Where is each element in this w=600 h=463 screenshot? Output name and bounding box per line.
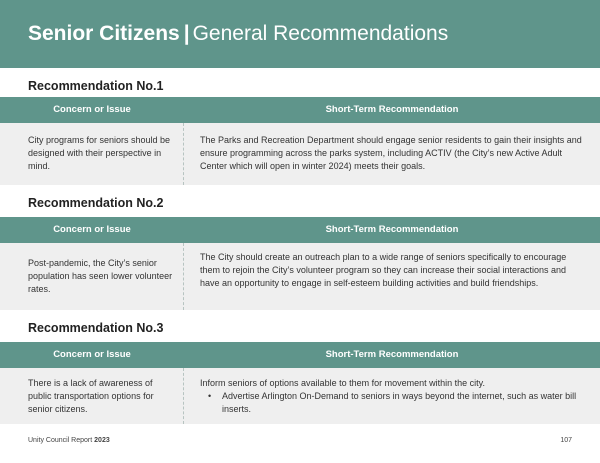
- table-header-row: [0, 97, 600, 123]
- recommendation-text: The Parks and Recreation Department should engage senior residents to gain their insights and ensure programming across the parks system, including ACTIV (the City’s new Active Adult Center which will open in winter 2024) meets their goals.: [200, 135, 582, 171]
- concern-cell: [0, 368, 184, 424]
- column-header-recommendation: Short-Term Recommendation: [325, 349, 459, 360]
- column-header-recommendation: Short-Term Recommendation: [325, 224, 459, 235]
- footer-report-year: 2023: [94, 437, 110, 444]
- title-separator: |: [183, 22, 190, 45]
- table-row: [0, 368, 600, 424]
- table-header-row: [0, 342, 600, 368]
- concern-text: Post-pandemic, the City’s senior population has seen lower volunteer rates.: [28, 258, 173, 294]
- recommendation-2-table: [0, 217, 600, 310]
- table-row: [0, 123, 600, 185]
- recommendation-cell: [200, 123, 585, 185]
- recommendation-3-table: [0, 342, 600, 424]
- header-banner: [0, 0, 600, 68]
- recommendation-1-heading: Recommendation No.1: [28, 79, 164, 93]
- column-header-concern: Concern or Issue: [53, 349, 131, 360]
- recommendation-2-heading: Recommendation No.2: [28, 196, 164, 210]
- recommendation-3-heading: Recommendation No.3: [28, 321, 164, 335]
- page-title: [28, 20, 448, 48]
- recommendation-block: [200, 377, 585, 416]
- column-header-concern: Concern or Issue: [53, 224, 131, 235]
- recommendation-1-table: [0, 97, 600, 185]
- footer-report-name: [28, 437, 110, 444]
- column-header-concern: Concern or Issue: [53, 104, 131, 115]
- concern-text: City programs for seniors should be designed with their perspective in mind.: [28, 135, 171, 171]
- column-header-recommendation: Short-Term Recommendation: [325, 104, 459, 115]
- concern-cell: [0, 243, 184, 310]
- recommendation-cell: [200, 243, 585, 310]
- page-title-bold: Senior Citizens: [28, 22, 180, 45]
- footer-report-label: Unity Council Report: [28, 437, 93, 444]
- page-number: 107: [560, 437, 572, 444]
- concern-text: There is a lack of awareness of public transportation options for senior citizens.: [28, 378, 154, 414]
- concern-cell: [0, 123, 184, 185]
- bullet-icon: •: [208, 391, 212, 401]
- recommendation-text: Inform seniors of options available to them for movement within the city.: [200, 378, 485, 388]
- table-header-row: [0, 217, 600, 243]
- table-row: [0, 243, 600, 310]
- recommendation-text: The City should create an outreach plan to a wide range of seniors specifically to encourage them to rejoin the City’s volunteer program so they can increase their social interactions and have an opportunity to engage in self-esteem building activities and build friendships.: [200, 252, 567, 288]
- recommendation-cell: [200, 368, 585, 424]
- bullet-text: Advertise Arlington On-Demand to seniors in ways beyond the internet, such as water bill inserts.: [222, 391, 577, 414]
- page-title-light: General Recommendations: [192, 22, 449, 45]
- bullet-item: [200, 390, 585, 416]
